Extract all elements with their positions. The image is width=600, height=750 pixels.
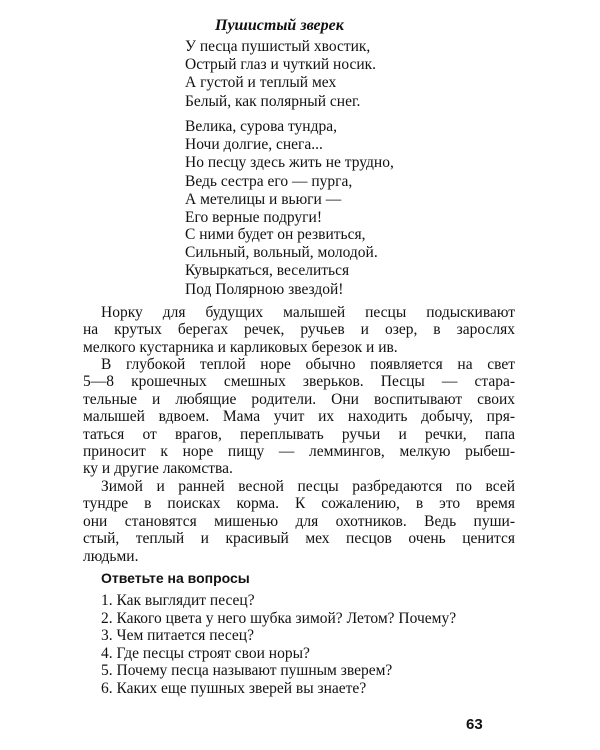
prose-line: приносит к норе пищу — леммингов, мелкую рыбеш-	[83, 443, 515, 461]
page-number: 63	[466, 716, 483, 733]
prose-line: 5—8 крошечных смешных зверьков. Песцы — стара-	[83, 373, 515, 391]
poem-line: Его верные подруги!	[185, 209, 322, 227]
poem-line: Кувыркаться, веселиться	[185, 262, 350, 280]
poem-line: Ночи долгие, снега...	[185, 136, 323, 154]
poem-line: Острый глаз и чуткий носик.	[185, 56, 377, 74]
question-item: 4. Где песцы строят свои норы?	[101, 644, 310, 662]
prose-line: Норку для будущих малышей песцы подыскивают	[101, 304, 515, 321]
poem-line: Под Полярною звездой!	[185, 280, 344, 298]
poem-line: Велика, сурова тундра,	[185, 118, 337, 135]
question-item: 1. Как выглядит песец?	[101, 592, 255, 609]
question-item: 3. Чем питается песец?	[101, 627, 254, 645]
prose-paragraph-3	[83, 478, 515, 565]
poem-line: Но песцу здесь жить не трудно,	[185, 154, 394, 172]
poem-line: Белый, как полярный снег.	[185, 92, 361, 110]
prose-line: малышей вдвоем. Мама учит их находить добычу, пря-	[83, 408, 515, 426]
poem-line: А густой и теплый мех	[185, 74, 337, 92]
questions-heading: Ответьте на вопросы	[101, 570, 250, 586]
prose-line: Зимой и ранней весной песцы разбредаются по всей	[101, 478, 515, 495]
prose-line: они становятся мишенью для охотников. Ведь пуши-	[83, 512, 515, 530]
poem-line: У песца пушистый хвостик,	[185, 38, 371, 55]
poem-line: Ведь сестра его — пурга,	[185, 172, 353, 190]
poem-stanza-2	[185, 118, 394, 227]
poem-title: Пушистый зверек	[215, 17, 344, 34]
prose-line: таться от врагов, переплывать ручьи и речки, папа	[83, 425, 515, 443]
prose-line: стый, теплый и красивый мех песцов очень ценится	[83, 530, 515, 548]
poem-line: А метелицы и вьюги —	[185, 190, 342, 208]
poem-line: С ними будет он резвиться,	[185, 226, 366, 243]
prose-line: В глубокой теплой норе обычно появляется на свет	[101, 356, 515, 373]
questions-list	[101, 592, 456, 698]
prose-line: тельные и любящие родители. Они воспитывают своих	[83, 390, 515, 408]
prose-line: мелкого кустарника и карликовых березок и ив.	[83, 338, 398, 356]
question-item: 6. Каких еще пушных зверей вы знаете?	[101, 679, 367, 697]
prose-line: на крутых берегах речек, ручьев и озер, в зарослях	[83, 321, 515, 339]
prose-line: тундре в поисках корма. К сожалению, в это время	[83, 495, 515, 513]
question-item: 5. Почему песца называют пушным зверем?	[101, 662, 393, 680]
poem-stanza-3	[185, 226, 378, 299]
prose-line: ку и другие лакомства.	[83, 460, 233, 478]
poem-line: Сильный, вольный, молодой.	[185, 244, 378, 262]
question-item: 2. Какого цвета у него шубка зимой? Летом? Почему?	[101, 609, 457, 627]
prose-paragraph-2	[83, 356, 515, 478]
poem-stanza-1	[185, 38, 376, 111]
prose-paragraph-1	[83, 304, 515, 356]
prose-line: людьми.	[83, 547, 139, 565]
